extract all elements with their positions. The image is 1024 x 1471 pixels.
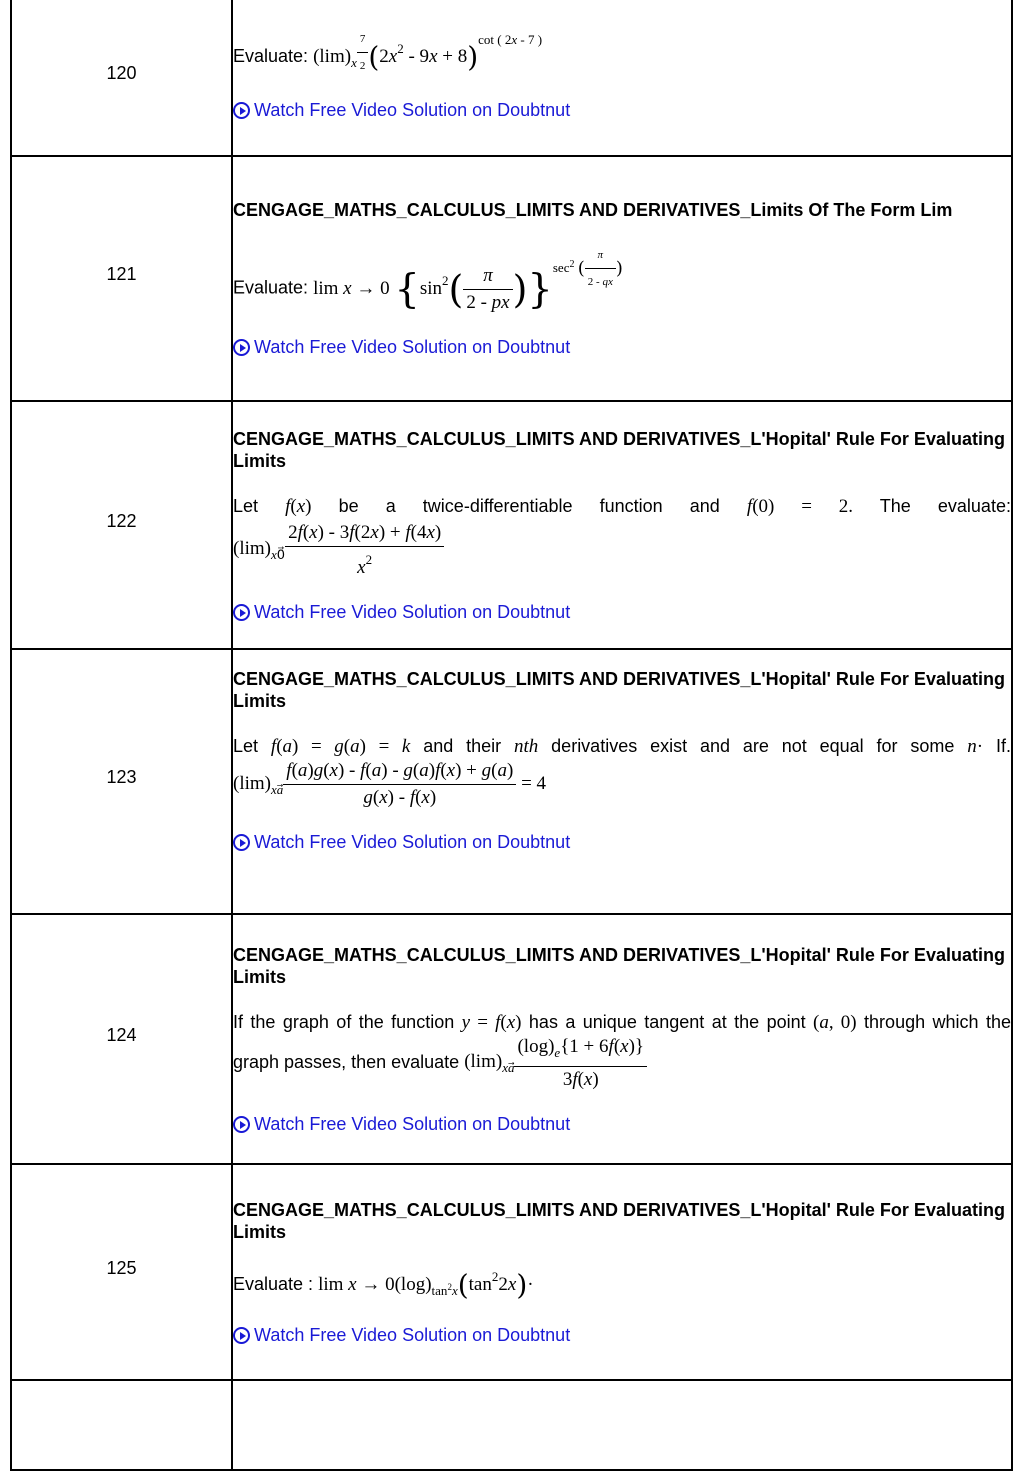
question-text: Evaluate : $\lim x \to 0(\log)_{tan^2x}(\tan^22x)\cdot$: [233, 1268, 534, 1302]
question-text: If the graph of the function y = f(x) has a unique tangent at the point (a, 0) through which the graph passes, then evaluate $(\lim)_{xa}$ $\frac{(\log)_e\{1 + 6f(x)\}}{3f(x)}$: [233, 1011, 1011, 1090]
play-icon: [233, 834, 250, 851]
watch-video-link[interactable]: Watch Free Video Solution on Doubtnut: [233, 100, 1011, 121]
math-expression: $\lim x \to 0(\log)_{tan^2x}(\tan^22x)\cdot$: [318, 1268, 534, 1302]
watch-video-link[interactable]: Watch Free Video Solution on Doubtnut: [233, 832, 1011, 853]
question-number: 124: [11, 914, 232, 1164]
question-row: [11, 914, 1012, 1164]
question-row: [11, 0, 1012, 156]
question-number: 120: [11, 0, 232, 156]
question-number: 125: [11, 1164, 232, 1380]
question-heading: CENGAGE_MATHS_CALCULUS_LIMITS AND DERIVATIVES_L'Hopital' Rule For Evaluating Limits: [233, 428, 1005, 471]
play-icon: [233, 102, 250, 119]
question-number: [11, 1380, 232, 1470]
question-row-partial: [11, 1380, 1012, 1470]
question-text: Evaluate: $(\lim)_{x \frac{7}{2}}$ $(2x^2 - 9x + 8)^{cot ( 2x - 7 )}$: [233, 27, 1011, 78]
question-content: [232, 401, 1012, 649]
question-content: [232, 649, 1012, 914]
watch-video-link[interactable]: Watch Free Video Solution on Doubtnut: [233, 602, 1011, 623]
question-number: 121: [11, 156, 232, 401]
play-icon: [233, 604, 250, 621]
question-heading: CENGAGE_MATHS_CALCULUS_LIMITS AND DERIVATIVES_L'Hopital' Rule For Evaluating Limits: [233, 944, 1005, 987]
question-text: Let f(x) be a twice-differentiable function and f(0) = 2. The evaluate:: [233, 495, 1011, 517]
math-expression: $(\lim)_{x0⃗}$ $\frac{2f(x) - 3f(2x) + f(4x)}{x^2}$: [233, 521, 1011, 580]
question-number: 123: [11, 649, 232, 914]
play-icon: [233, 1327, 250, 1344]
question-number: 122: [11, 401, 232, 649]
question-content: [232, 914, 1012, 1164]
play-icon: [233, 339, 250, 356]
question-text: Let f(a) = g(a) = k and their nth derivatives exist and are not equal for some n· If.: [233, 736, 1011, 757]
question-content: [232, 0, 1012, 156]
play-icon: [233, 1116, 250, 1133]
question-row: [11, 1164, 1012, 1380]
question-row: [11, 156, 1012, 401]
watch-video-link[interactable]: Watch Free Video Solution on Doubtnut: [233, 1114, 1011, 1135]
question-row: [11, 401, 1012, 649]
watch-video-link[interactable]: Watch Free Video Solution on Doubtnut: [233, 1325, 1011, 1346]
question-content: [232, 1164, 1012, 1380]
question-heading: CENGAGE_MATHS_CALCULUS_LIMITS AND DERIVATIVES_L'Hopital' Rule For Evaluating Limits: [233, 669, 1005, 711]
question-content: [232, 156, 1012, 401]
watch-video-link[interactable]: Watch Free Video Solution on Doubtnut: [233, 337, 1011, 358]
math-expression: lim x → 0 {$\sin^2$( $\frac{\pi}{2 - px}$ )}$^{sec^2 ( \frac{\pi}{2 - qx} )}$: [313, 278, 623, 299]
question-row: [11, 649, 1012, 914]
question-content: [232, 1380, 1012, 1470]
question-heading: CENGAGE_MATHS_CALCULUS_LIMITS AND DERIVATIVES_Limits Of The Form Lim: [233, 200, 953, 221]
question-text: Evaluate: lim x → 0 {$\sin^2$( $\frac{\pi}{2 - px}$ )}$^{sec^2 ( \frac{\pi}{2 - qx} )}$: [233, 243, 1011, 315]
math-expression: $(\lim)_{x \frac{7}{2}}$ $(2x^2 - 9x + 8)^{cot ( 2x - 7 )}$: [313, 46, 542, 67]
math-expression: $(\lim)_{xa}$ $\frac{f(a)g(x) - f(a) - g(a)f(x) + g(a)}{g(x) - f(x)}$ = 4: [233, 760, 547, 808]
question-heading: CENGAGE_MATHS_CALCULUS_LIMITS AND DERIVATIVES_L'Hopital' Rule For Evaluating Limits: [233, 1199, 1005, 1242]
questions-table: [10, 0, 1013, 1471]
